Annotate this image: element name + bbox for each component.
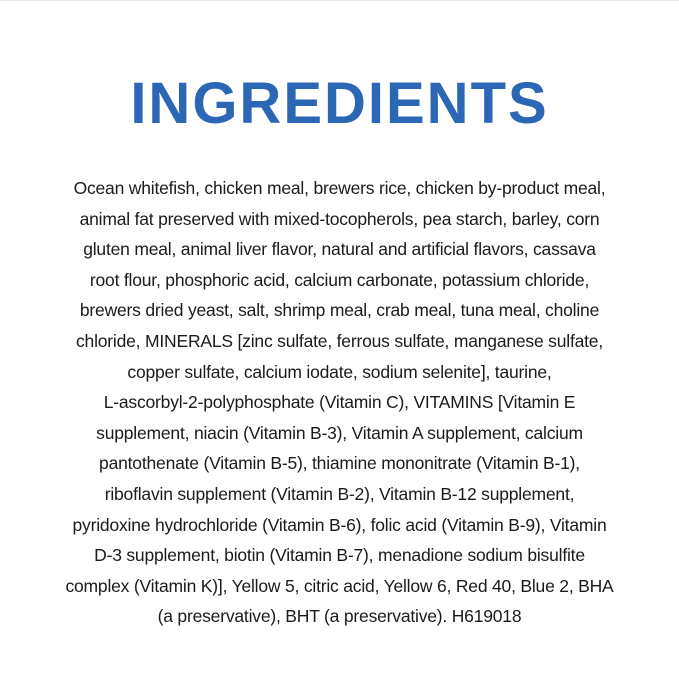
ingredients-line: (a preservative), BHT (a preservative). H619018 [157,606,522,627]
ingredients-line: riboflavin supplement (Vitamin B-2), Vitamin B-12 supplement, [104,483,575,504]
ingredients-line: pantothenate (Vitamin B-5), thiamine mononitrate (Vitamin B-1), [99,453,580,474]
ingredients-line: L-ascorbyl-2-polyphosphate (Vitamin C), VITAMINS [Vitamin E [103,392,576,413]
ingredients-line: brewers dried yeast, salt, shrimp meal, crab meal, tuna meal, choline [79,300,600,321]
ingredients-line: root flour, phosphoric acid, calcium carbonate, potassium chloride, [89,269,590,290]
ingredients-line: copper sulfate, calcium iodate, sodium selenite], taurine, [127,361,552,382]
ingredients-line: pyridoxine hydrochloride (Vitamin B-6), folic acid (Vitamin B-9), Vitamin [72,514,607,535]
ingredients-line: chloride, MINERALS [zinc sulfate, ferrous sulfate, manganese sulfate, [75,330,604,351]
ingredients-line: Ocean whitefish, chicken meal, brewers rice, chicken by-product meal, [73,178,606,198]
ingredients-text-block [0,173,679,632]
ingredients-line: D-3 supplement, biotin (Vitamin B-7), menadione sodium bisulfite [94,545,585,566]
ingredients-line: gluten meal, animal liver flavor, natural and artificial flavors, cassava [83,239,596,260]
ingredients-line: supplement, niacin (Vitamin B-3), Vitamin A supplement, calcium [96,422,583,443]
ingredients-line: animal fat preserved with mixed-tocopherols, pea starch, barley, corn [79,208,600,229]
ingredients-line: complex (Vitamin K)], Yellow 5, citric acid, Yellow 6, Red 40, Blue 2, BHA [65,575,614,596]
ingredients-heading: INGREDIENTS [130,71,549,136]
